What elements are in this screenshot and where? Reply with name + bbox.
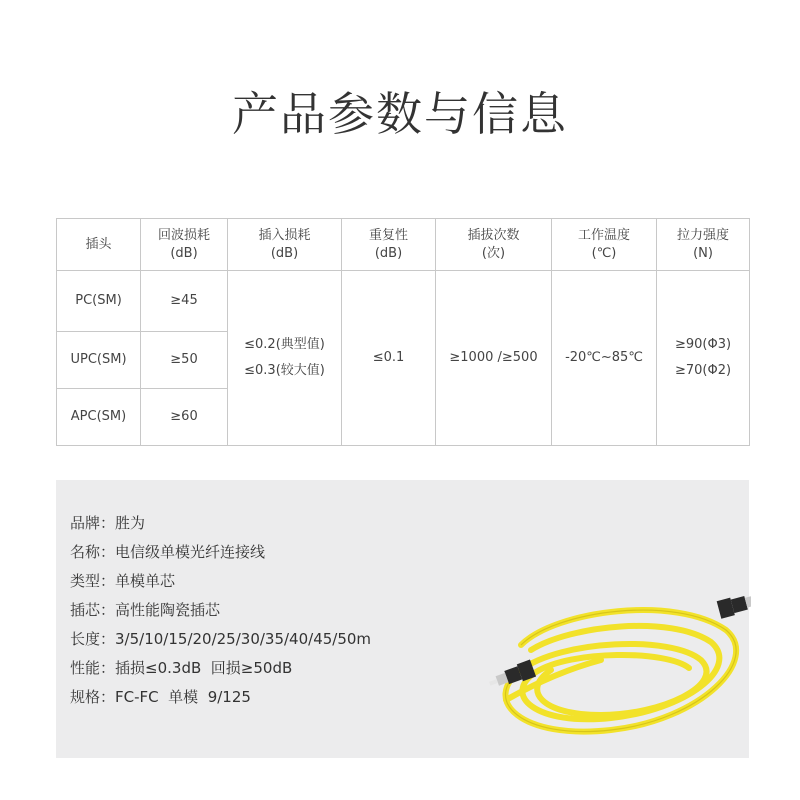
cell-connector: UPC(SM) — [57, 332, 141, 389]
header-tensile-strength: 拉力强度 (N) — [657, 219, 750, 271]
page-title: 产品参数与信息 — [232, 87, 568, 141]
info-ferrule: 插芯：高性能陶瓷插芯 — [70, 601, 221, 619]
header-return-loss: 回波损耗 (dB) — [141, 219, 228, 271]
cell-return-loss: ≥45 — [141, 271, 228, 332]
header-mating-cycles: 插拔次数 (次) — [436, 219, 552, 271]
product-info-panel — [56, 480, 749, 758]
header-connector: 插头 — [57, 219, 141, 271]
cell-return-loss: ≥50 — [141, 332, 228, 389]
table-header-row — [57, 219, 750, 271]
cell-mating-cycles: ≥1000 /≥500 — [436, 271, 552, 446]
info-spec: 规格：FC-FC 单模 9/125 — [70, 688, 251, 706]
cell-return-loss: ≥60 — [141, 389, 228, 446]
cell-connector: PC(SM) — [57, 271, 141, 332]
info-name: 名称：电信级单模光纤连接线 — [70, 543, 266, 561]
cell-connector: APC(SM) — [57, 389, 141, 446]
table-row — [57, 271, 750, 332]
header-repeatability: 重复性 (dB) — [342, 219, 436, 271]
info-type: 类型：单模单芯 — [70, 572, 176, 590]
cell-operating-temp: -20℃~85℃ — [552, 271, 657, 446]
header-insertion-loss: 插入损耗 (dB) — [228, 219, 342, 271]
info-length: 长度：3/5/10/15/20/25/30/35/40/45/50m — [70, 630, 372, 648]
info-performance: 性能：插损≤0.3dB 回损≥50dB — [70, 659, 293, 677]
fc-connector-right — [717, 589, 751, 618]
cell-tensile-strength: ≥90(Φ3) ≥70(Φ2) — [657, 271, 750, 446]
fiber-patch-cable-image — [461, 550, 751, 750]
spec-table — [56, 218, 750, 446]
info-brand: 品牌：胜为 — [70, 514, 146, 532]
cell-repeatability: ≤0.1 — [342, 271, 436, 446]
cell-insertion-loss: ≤0.2(典型值) ≤0.3(较大值) — [228, 271, 342, 446]
header-operating-temp: 工作温度 (℃) — [552, 219, 657, 271]
product-info-list — [70, 509, 371, 712]
